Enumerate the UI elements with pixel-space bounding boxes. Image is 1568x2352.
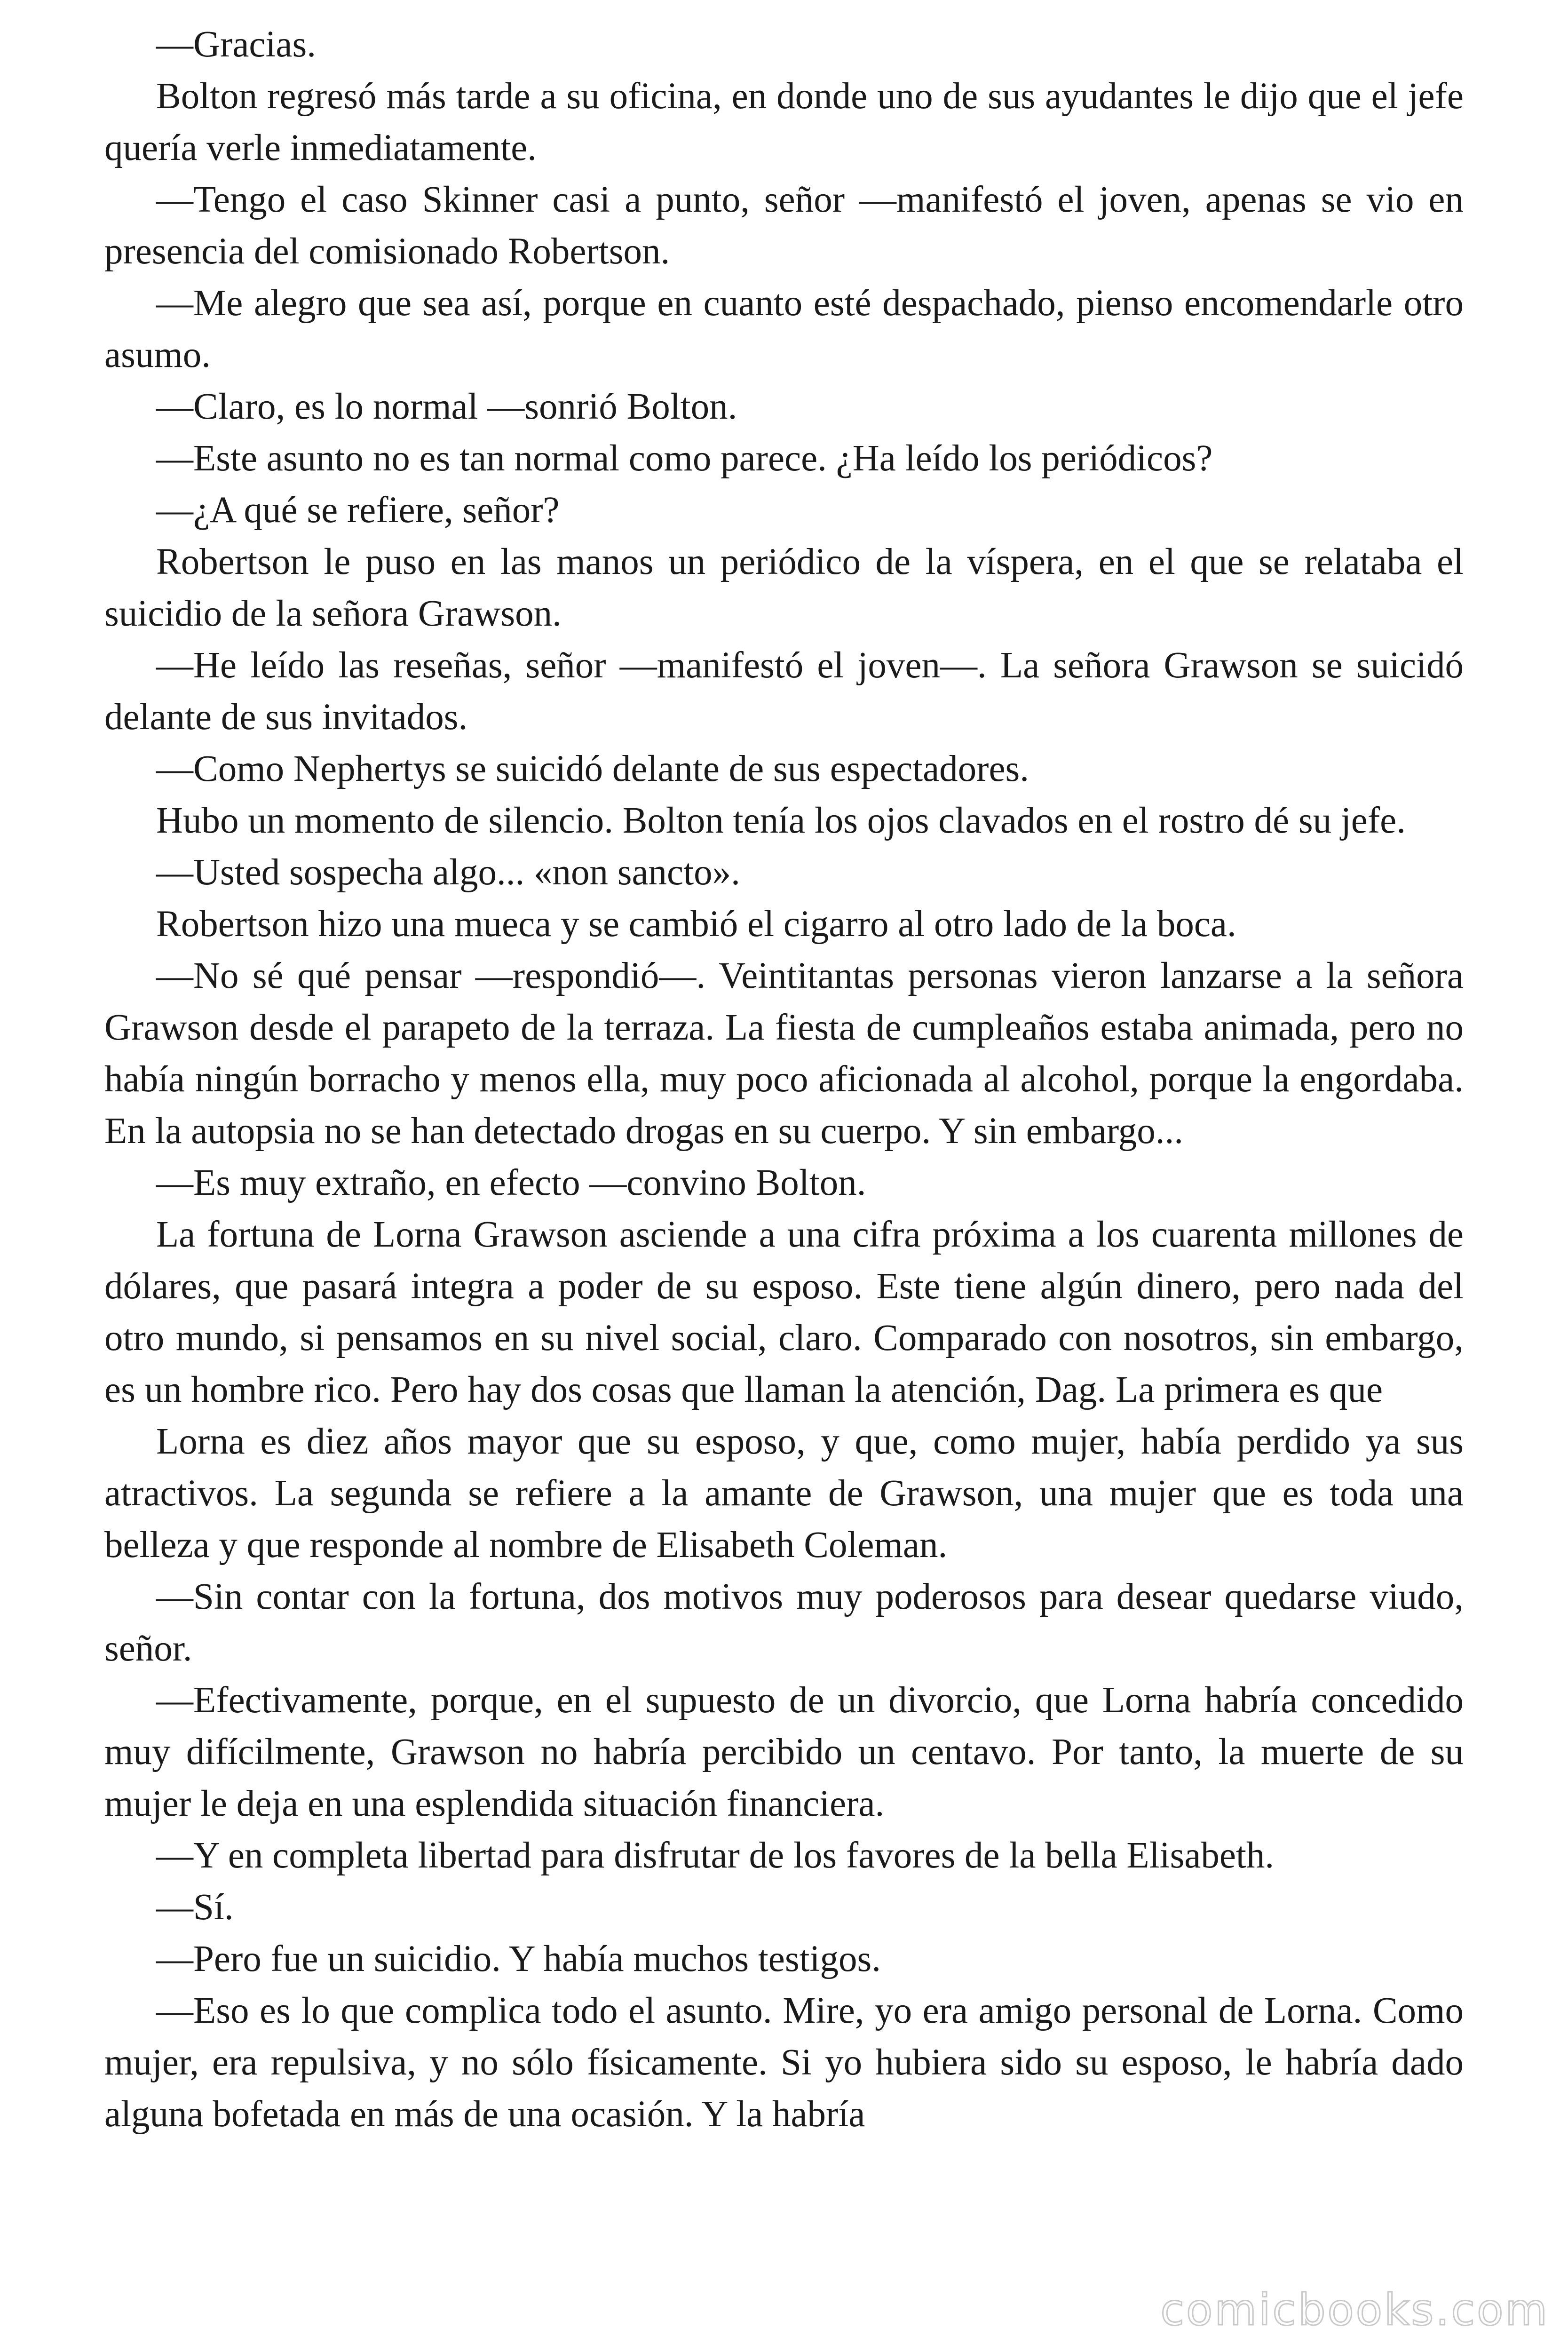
paragraph: —Sin contar con la fortuna, dos motivos muy poderosos para desear quedarse viudo, señor. [104,1576,1464,1669]
paragraph: —Claro, es lo normal —sonrió Bolton. [156,386,737,427]
paragraph: Hubo un momento de silencio. Bolton tenía los ojos clavados en el rostro dé su jefe. [156,800,1406,841]
paragraph: La fortuna de Lorna Grawson asciende a una cifra próxima a los cuarenta millones de dólares, que pasará integra a poder de su esposo. Este tiene algún dinero, pero nada del otro mundo, si pensamos en su nivel social, claro. Comparado con nosotros, sin embargo, es un hombre rico. Pero hay dos cosas que llaman la atención, Dag. La primera es que [104,1214,1464,1410]
paragraph: —He leído las reseñas, señor —manifestó el joven—. La señora Grawson se suicidó delante de sus invitados. [104,645,1464,738]
paragraph: Bolton regresó más tarde a su oficina, en donde uno de sus ayudantes le dijo que el jefe quería verle inmediatamente. [104,76,1464,168]
paragraph: —Es muy extraño, en efecto —convino Bolton. [156,1162,866,1203]
paragraph: Robertson hizo una mueca y se cambió el cigarro al otro lado de la boca. [156,904,1236,945]
paragraph: —Sí. [156,1887,234,1928]
paragraph: —Tengo el caso Skinner casi a punto, señor —manifestó el joven, apenas se vio en presencia del comisionado Robertson. [104,179,1464,272]
paragraph: —Usted sospecha algo... «non sancto». [156,852,740,893]
paragraph: —¿A qué se refiere, señor? [156,490,560,531]
paragraph: Robertson le puso en las manos un periódico de la víspera, en el que se relataba el suicidio de la señora Grawson. [104,541,1464,634]
watermark-logo: comicbooks.com [1160,2285,1549,2335]
paragraph: —Como Nephertys se suicidó delante de sus espectadores. [156,748,1029,789]
paragraph: —Eso es lo que complica todo el asunto. Mire, yo era amigo personal de Lorna. Como mujer, era repulsiva, y no sólo físicamente. Si yo hubiera sido su esposo, le habría dado alguna bofetada en más de una ocasión. Y la habría [104,1990,1464,2135]
paragraph: —Efectivamente, porque, en el supuesto de un divorcio, que Lorna habría concedido muy difícilmente, Grawson no habría percibido un centavo. Por tanto, la muerte de su mujer le deja en una esplendida situación financiera. [104,1680,1464,1824]
paragraph: —Gracias. [156,24,316,65]
paragraph: Lorna es diez años mayor que su esposo, y que, como mujer, había perdido ya sus atractivos. La segunda se refiere a la amante de Grawson, una mujer que es toda una belleza y que responde al nombre de Elisabeth Coleman. [104,1421,1464,1565]
paragraph: —Y en completa libertad para disfrutar de los favores de la bella Elisabeth. [156,1835,1275,1876]
paragraph: —Pero fue un suicidio. Y había muchos testigos. [156,1939,881,1979]
paragraph: —Este asunto no es tan normal como parece. ¿Ha leído los periódicos? [156,438,1213,479]
paragraph: —No sé qué pensar —respondió—. Veintitantas personas vieron lanzarse a la señora Grawson desde el parapeto de la terraza. La fiesta de cumpleaños estaba animada, pero no había ningún borracho y menos ella, muy poco aficionada al alcohol, porque la engordaba. En la autopsia no se han detectado drogas en su cuerpo. Y sin embargo... [104,955,1464,1152]
body-text [104,19,1464,2140]
paragraph: —Me alegro que sea así, porque en cuanto esté despachado, pienso encomendarle otro asumo. [104,283,1464,375]
